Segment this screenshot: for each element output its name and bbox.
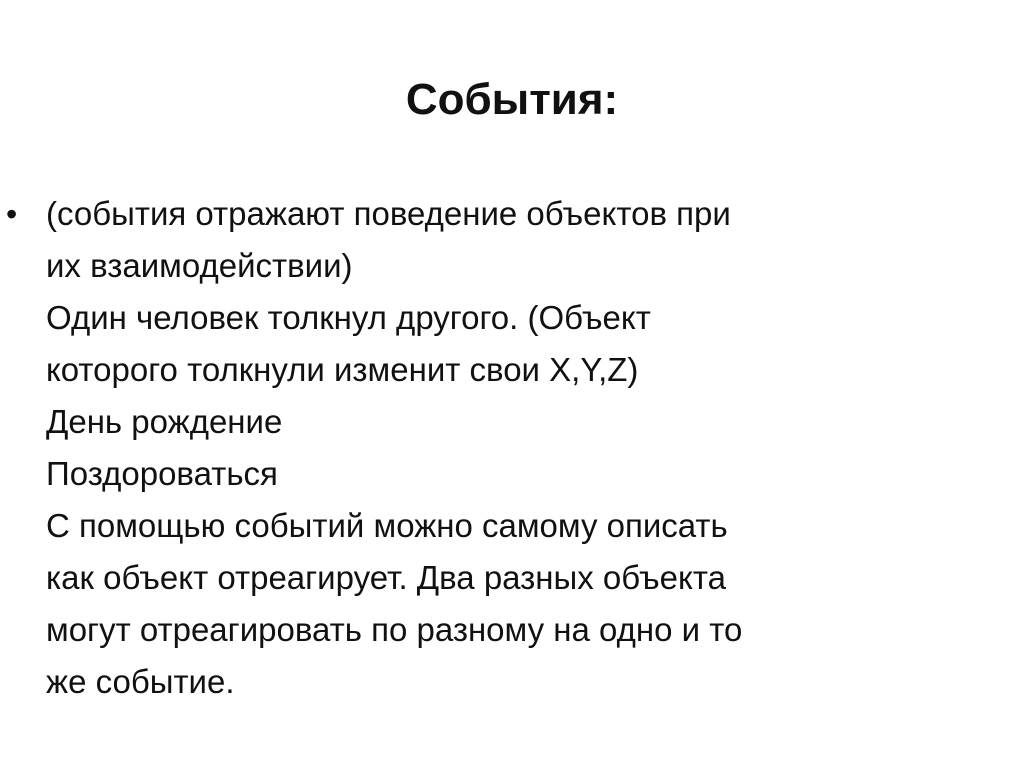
bullet-text-line: День рождение (46, 403, 283, 440)
slide-title: События: (405, 75, 619, 124)
bullet-text-line: (события отражают поведение объектов при (46, 195, 731, 232)
bullet-text-line: их взаимодействии) (46, 247, 353, 284)
bullet-text-line: как объект отреагирует. Два разных объекта (46, 559, 726, 596)
bullet-text-line: могут отреагировать по разному на одно и то (46, 611, 743, 648)
bullet-item (0, 188, 1024, 708)
bullet-text-line: Один человек толкнул другого. (Объект (46, 299, 651, 336)
bullet-text-line: С помощью событий можно самому описать (46, 507, 728, 544)
bullet-marker: • (6, 196, 18, 232)
bullet-text-line: же событие. (46, 663, 235, 700)
bullet-text-line: которого толкнули изменит свои X,Y,Z) (46, 351, 639, 388)
bullet-text-line: Поздороваться (46, 455, 278, 492)
bullet-list (0, 188, 1024, 708)
